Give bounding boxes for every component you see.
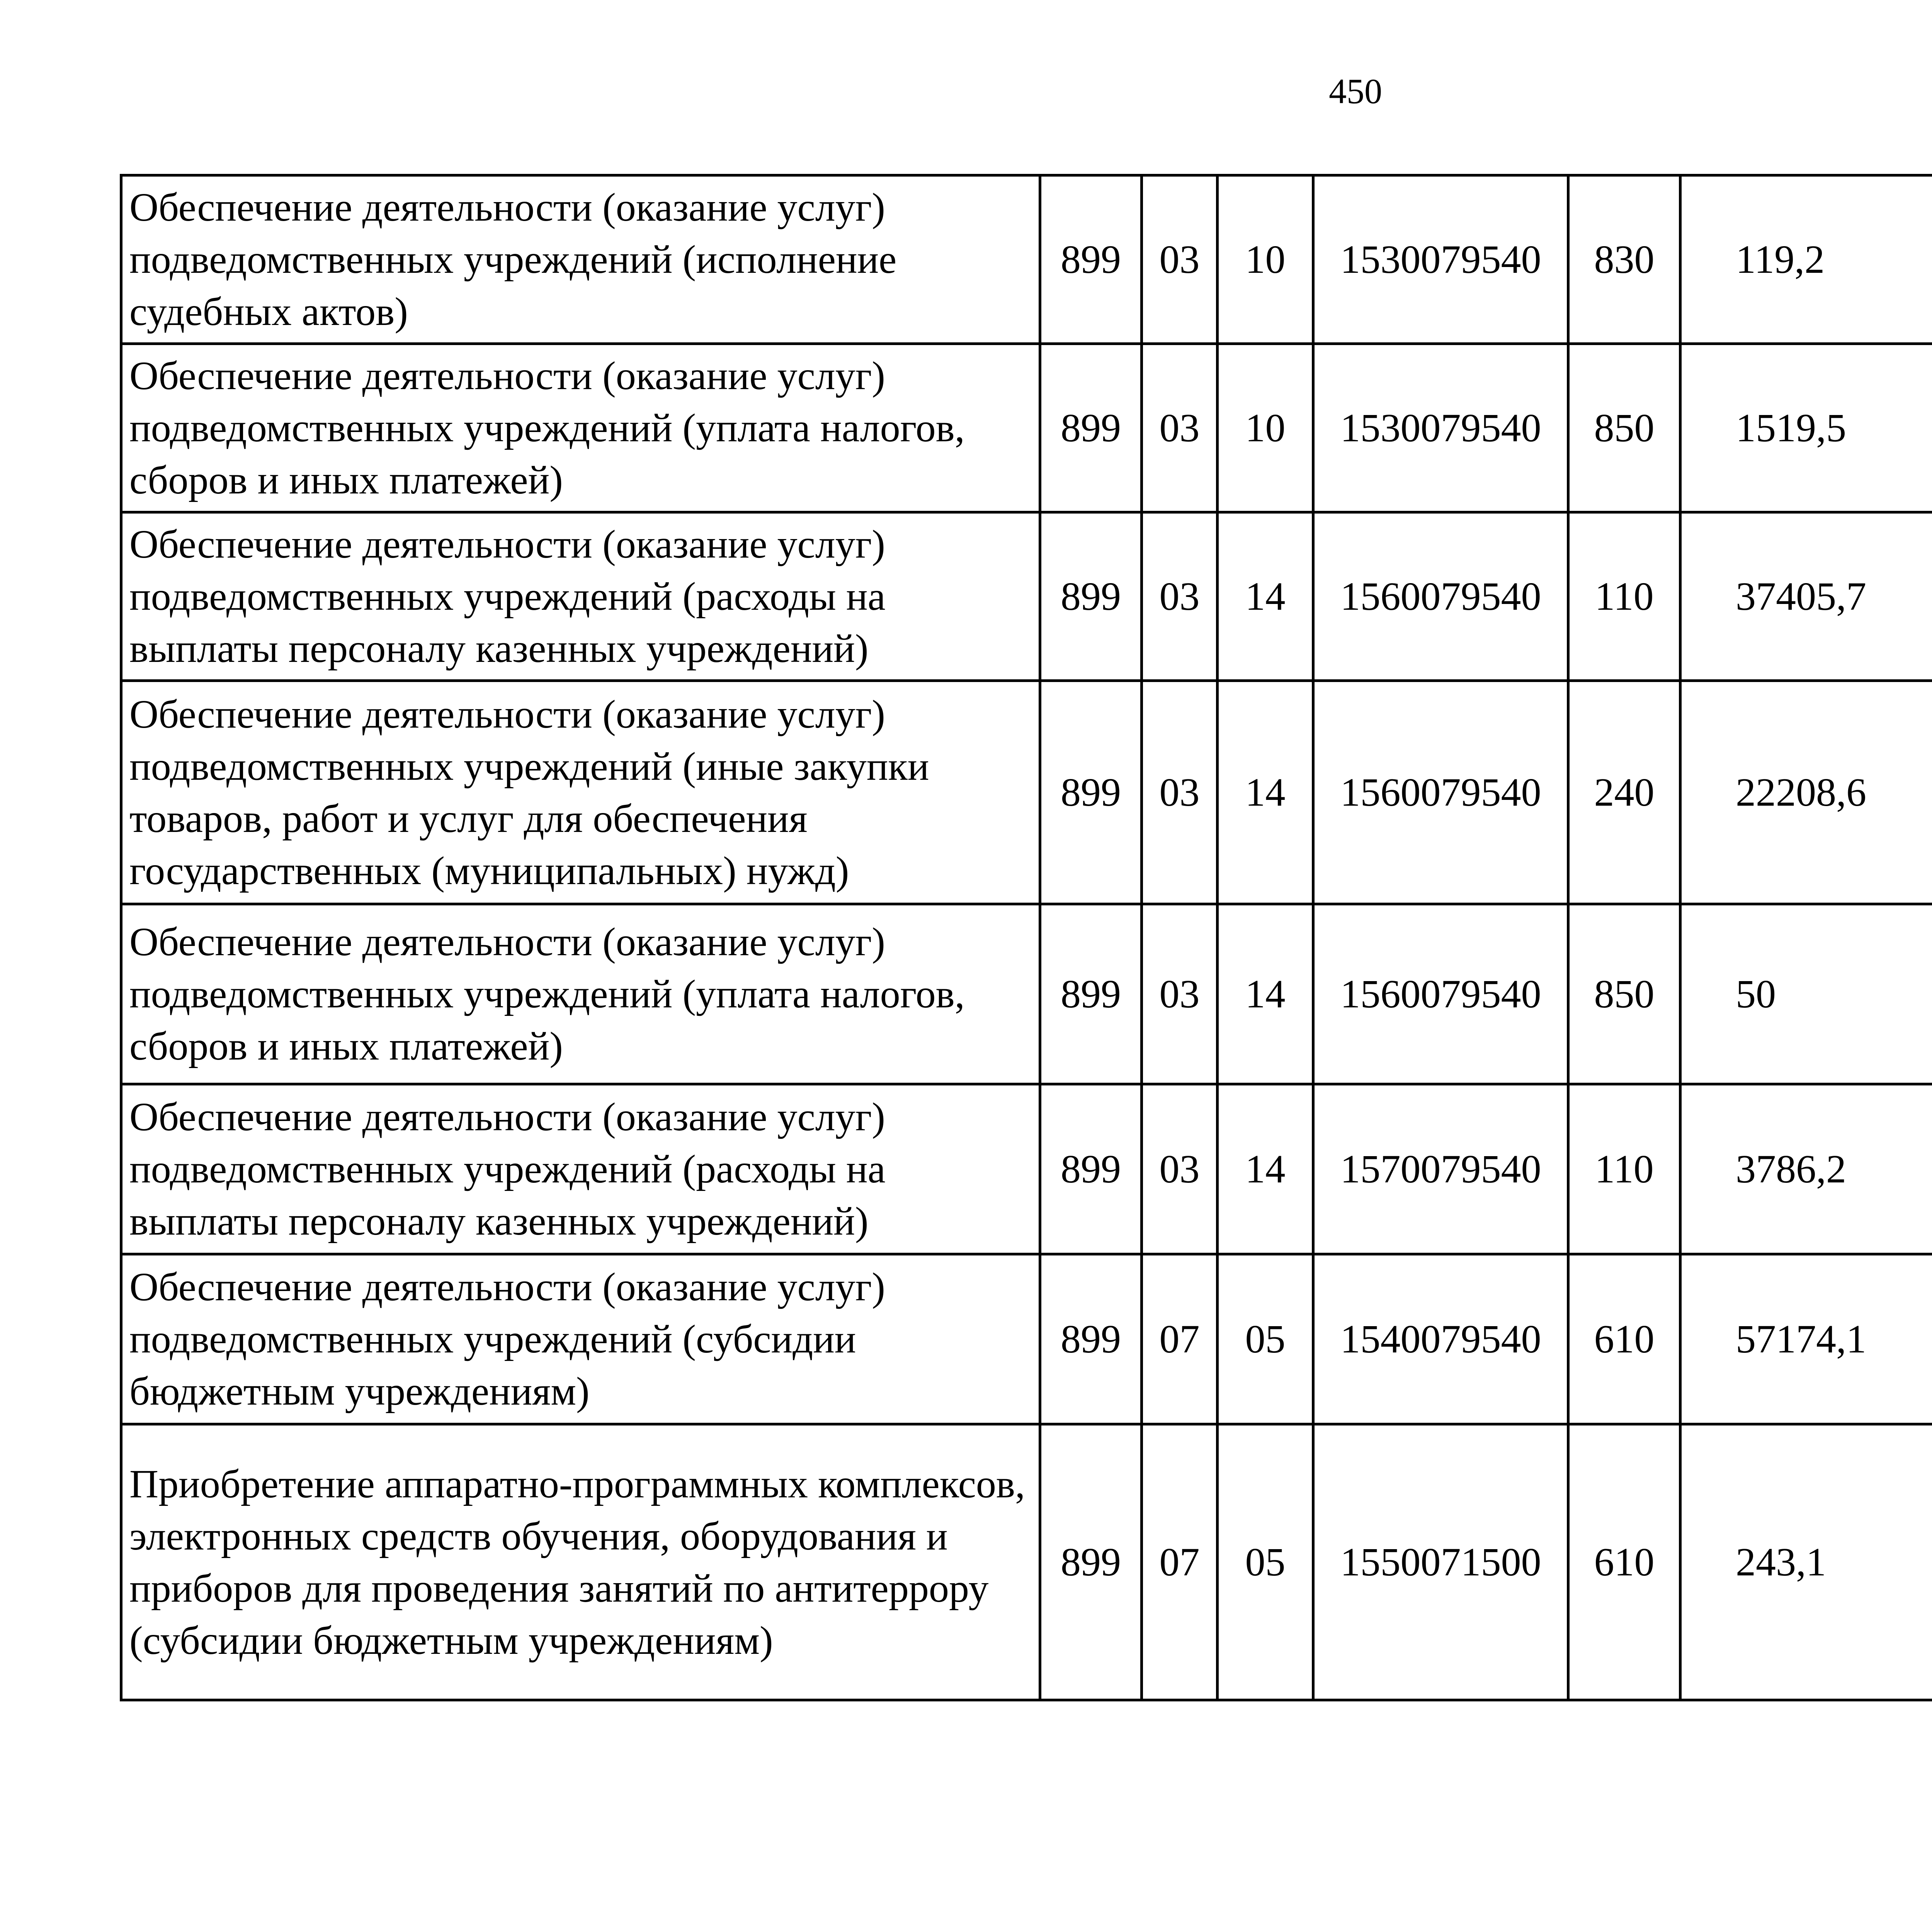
table-row [121, 512, 1932, 681]
row-description: Приобретение аппаратно-программных комплексов, электронных средств обучения, оборудования и приборов для проведения занятий по антитеррору (субсидии бюджетным учреждениям) [121, 1424, 1040, 1700]
table-row [121, 1084, 1932, 1254]
expense-type-code: 830 [1568, 175, 1680, 344]
amount-year-1: 57174,1 [1680, 1254, 1932, 1424]
target-article-code: 1560079540 [1313, 512, 1568, 681]
amount-year-1: 22208,6 [1680, 681, 1932, 904]
section-code: 07 [1142, 1254, 1218, 1424]
subsection-code: 14 [1218, 1084, 1313, 1254]
row-description: Обеспечение деятельности (оказание услуг) подведомственных учреждений (субсидии бюджетным учреждениям) [121, 1254, 1040, 1424]
ministry-code: 899 [1040, 1424, 1142, 1700]
ministry-code: 899 [1040, 512, 1142, 681]
expense-type-code: 110 [1568, 1084, 1680, 1254]
expense-type-code: 850 [1568, 344, 1680, 512]
row-description: Обеспечение деятельности (оказание услуг) подведомственных учреждений (иные закупки товаров, работ и услуг для обеспечения государственных (муниципальных) нужд) [121, 681, 1040, 904]
table-row [121, 681, 1932, 904]
ministry-code: 899 [1040, 175, 1142, 344]
amount-year-1: 1519,5 [1680, 344, 1932, 512]
target-article-code: 1560079540 [1313, 904, 1568, 1084]
target-article-code: 1560079540 [1313, 681, 1568, 904]
subsection-code: 14 [1218, 681, 1313, 904]
subsection-code: 14 [1218, 904, 1313, 1084]
ministry-code: 899 [1040, 904, 1142, 1084]
ministry-code: 899 [1040, 344, 1142, 512]
amount-year-1: 119,2 [1680, 175, 1932, 344]
row-description: Обеспечение деятельности (оказание услуг) подведомственных учреждений (расходы на выплаты персоналу казенных учреждений) [121, 512, 1040, 681]
subsection-code: 10 [1218, 175, 1313, 344]
expense-type-code: 610 [1568, 1424, 1680, 1700]
expense-type-code: 110 [1568, 512, 1680, 681]
table-row [121, 175, 1932, 344]
budget-table [120, 174, 1932, 1701]
target-article-code: 1540079540 [1313, 1254, 1568, 1424]
row-description: Обеспечение деятельности (оказание услуг) подведомственных учреждений (уплата налогов, сборов и иных платежей) [121, 904, 1040, 1084]
amount-year-1: 3786,2 [1680, 1084, 1932, 1254]
expense-type-code: 850 [1568, 904, 1680, 1084]
table-row [121, 1424, 1932, 1700]
table-row [121, 344, 1932, 512]
subsection-code: 10 [1218, 344, 1313, 512]
table-row [121, 1254, 1932, 1424]
target-article-code: 1570079540 [1313, 1084, 1568, 1254]
table-row [121, 904, 1932, 1084]
section-code: 03 [1142, 344, 1218, 512]
target-article-code: 1550071500 [1313, 1424, 1568, 1700]
subsection-code: 14 [1218, 512, 1313, 681]
target-article-code: 1530079540 [1313, 175, 1568, 344]
section-code: 03 [1142, 904, 1218, 1084]
amount-year-1: 50 [1680, 904, 1932, 1084]
row-description: Обеспечение деятельности (оказание услуг) подведомственных учреждений (расходы на выплаты персоналу казенных учреждений) [121, 1084, 1040, 1254]
page-number: 450 [1329, 71, 1382, 111]
expense-type-code: 240 [1568, 681, 1680, 904]
target-article-code: 1530079540 [1313, 344, 1568, 512]
section-code: 03 [1142, 512, 1218, 681]
amount-year-1: 243,1 [1680, 1424, 1932, 1700]
section-code: 07 [1142, 1424, 1218, 1700]
section-code: 03 [1142, 175, 1218, 344]
section-code: 03 [1142, 1084, 1218, 1254]
subsection-code: 05 [1218, 1254, 1313, 1424]
ministry-code: 899 [1040, 681, 1142, 904]
ministry-code: 899 [1040, 1084, 1142, 1254]
amount-year-1: 37405,7 [1680, 512, 1932, 681]
section-code: 03 [1142, 681, 1218, 904]
expense-type-code: 610 [1568, 1254, 1680, 1424]
subsection-code: 05 [1218, 1424, 1313, 1700]
row-description: Обеспечение деятельности (оказание услуг) подведомственных учреждений (исполнение судебных актов) [121, 175, 1040, 344]
row-description: Обеспечение деятельности (оказание услуг) подведомственных учреждений (уплата налогов, сборов и иных платежей) [121, 344, 1040, 512]
ministry-code: 899 [1040, 1254, 1142, 1424]
